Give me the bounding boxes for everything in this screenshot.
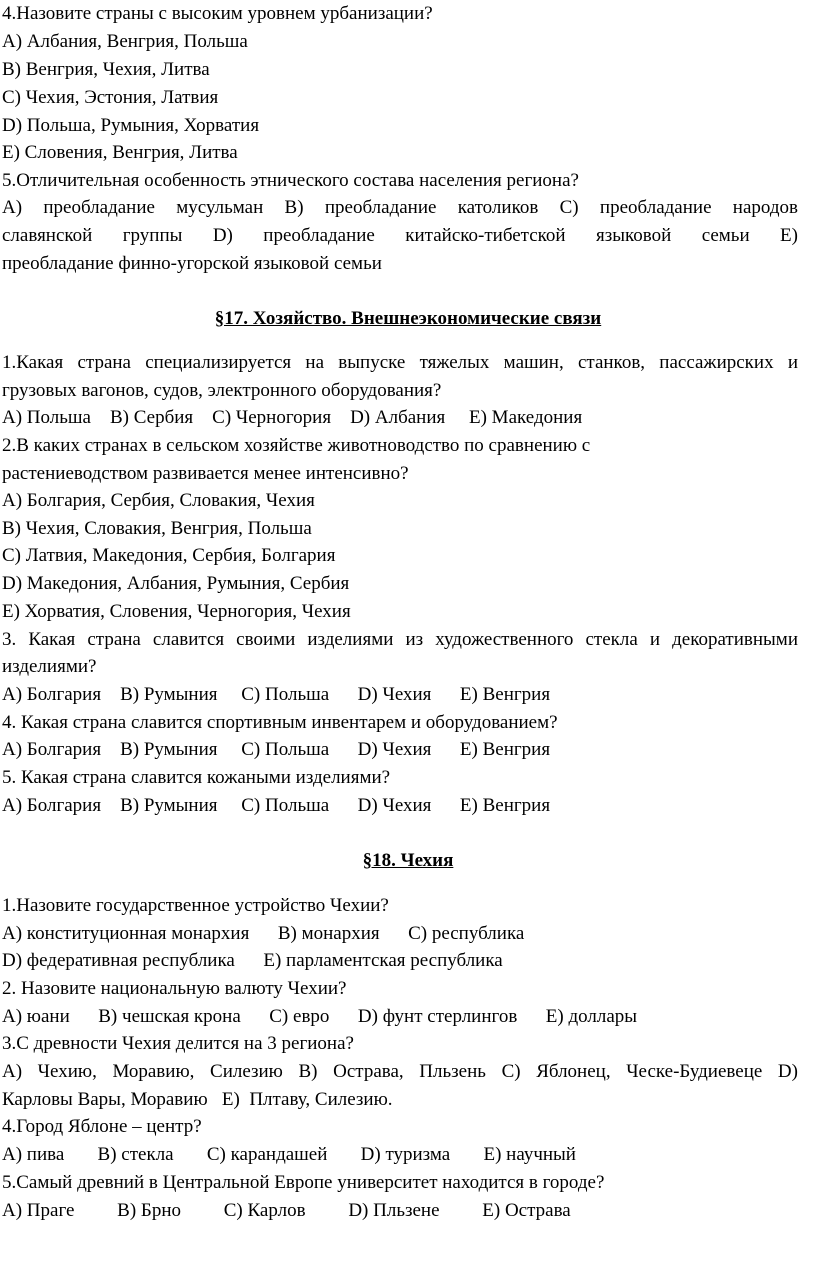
answer-option-d: D) Македония, Албания, Румыния, Сербия (2, 573, 350, 594)
question-2-livestock: 2.В каких странах в сельском хозяйстве животноводство по сравнению с (2, 435, 591, 456)
answer-options-line-2: Карловы Вары, Моравию E) Плтаву, Силезию. (2, 1089, 393, 1110)
answer-options: A) Болгария B) Румыния C) Польша D) Чехия E) Венгрия (2, 795, 551, 816)
answer-options-line-1: A) преобладание мусульман B) преобладание католиков C) преобладание народов (2, 197, 798, 218)
question-2-continued: растениеводством развивается менее интенсивно? (2, 463, 409, 484)
question-1-continued: грузовых вагонов, судов, электронного оборудования? (2, 380, 442, 401)
question-3-regions: 3.С древности Чехия делится на 3 региона? (2, 1033, 354, 1054)
answer-option-d: D) Польша, Румыния, Хорватия (2, 115, 260, 136)
question-5-leather: 5. Какая страна славится кожаными изделиями? (2, 767, 391, 788)
answer-option-c: C) Латвия, Македония, Сербия, Болгария (2, 545, 336, 566)
answer-options: A) Болгария B) Румыния C) Польша D) Чехия E) Венгрия (2, 684, 551, 705)
question-3-continued: изделиями? (2, 656, 97, 677)
question-5-ethnic: 5.Отличительная особенность этнического состава населения региона? (2, 170, 579, 191)
question-1-government: 1.Назовите государственное устройство Чехии? (2, 895, 389, 916)
question-5-university: 5.Самый древний в Центральной Европе университет находится в городе? (2, 1172, 605, 1193)
answer-options-line-2: славянской группы D) преобладание китайско-тибетской языковой семьи E) (2, 225, 798, 246)
question-2-currency: 2. Назовите национальную валюту Чехии? (2, 978, 347, 999)
question-3-glass: 3. Какая страна славится своими изделиями из художественного стекла и декоративными (2, 629, 798, 650)
question-4-urbanization: 4.Назовите страны с высоким уровнем урбанизации? (2, 3, 433, 24)
answer-options-line-2: D) федеративная республика E) парламентская республика (2, 950, 503, 971)
question-4-sport: 4. Какая страна славится спортивным инвентарем и оборудованием? (2, 712, 558, 733)
answer-option-e: E) Словения, Венгрия, Литва (2, 142, 238, 163)
answer-options-line-1: A) конституционная монархия B) монархия C) республика (2, 923, 525, 944)
question-1-heavy-machines: 1.Какая страна специализируется на выпуске тяжелых машин, станков, пассажирских и (2, 352, 798, 373)
section-heading-18: §18. Чехия (362, 850, 454, 871)
answer-options: A) юани B) чешская крона C) евро D) фунт стерлингов E) доллары (2, 1006, 638, 1027)
answer-option-b: B) Чехия, Словакия, Венгрия, Польша (2, 518, 312, 539)
answer-options: A) Праге B) Брно C) Карлов D) Пльзене E) Острава (2, 1200, 571, 1221)
answer-option-c: C) Чехия, Эстония, Латвия (2, 87, 219, 108)
question-4-jablonec: 4.Город Яблоне – центр? (2, 1116, 202, 1137)
answer-options-line-1: A) Чехию, Моравию, Силезию B) Острава, Пльзень C) Яблонец, Ческе-Будиевеце D) (2, 1061, 798, 1082)
answer-options: A) пива B) стекла C) карандашей D) туризма E) научный (2, 1144, 576, 1165)
answer-option-a: A) Болгария, Сербия, Словакия, Чехия (2, 490, 315, 511)
answer-options: A) Болгария B) Румыния C) Польша D) Чехия E) Венгрия (2, 739, 551, 760)
answer-options-line-3: преобладание финно-угорской языковой семьи (2, 253, 382, 274)
answer-options: A) Польша B) Сербия C) Черногория D) Албания E) Македония (2, 407, 583, 428)
answer-option-b: B) Венгрия, Чехия, Литва (2, 59, 210, 80)
answer-option-a: A) Албания, Венгрия, Польша (2, 31, 248, 52)
answer-option-e: E) Хорватия, Словения, Черногория, Чехия (2, 601, 351, 622)
section-heading-17: §17. Хозяйство. Внешнеэкономические связи (214, 308, 602, 329)
